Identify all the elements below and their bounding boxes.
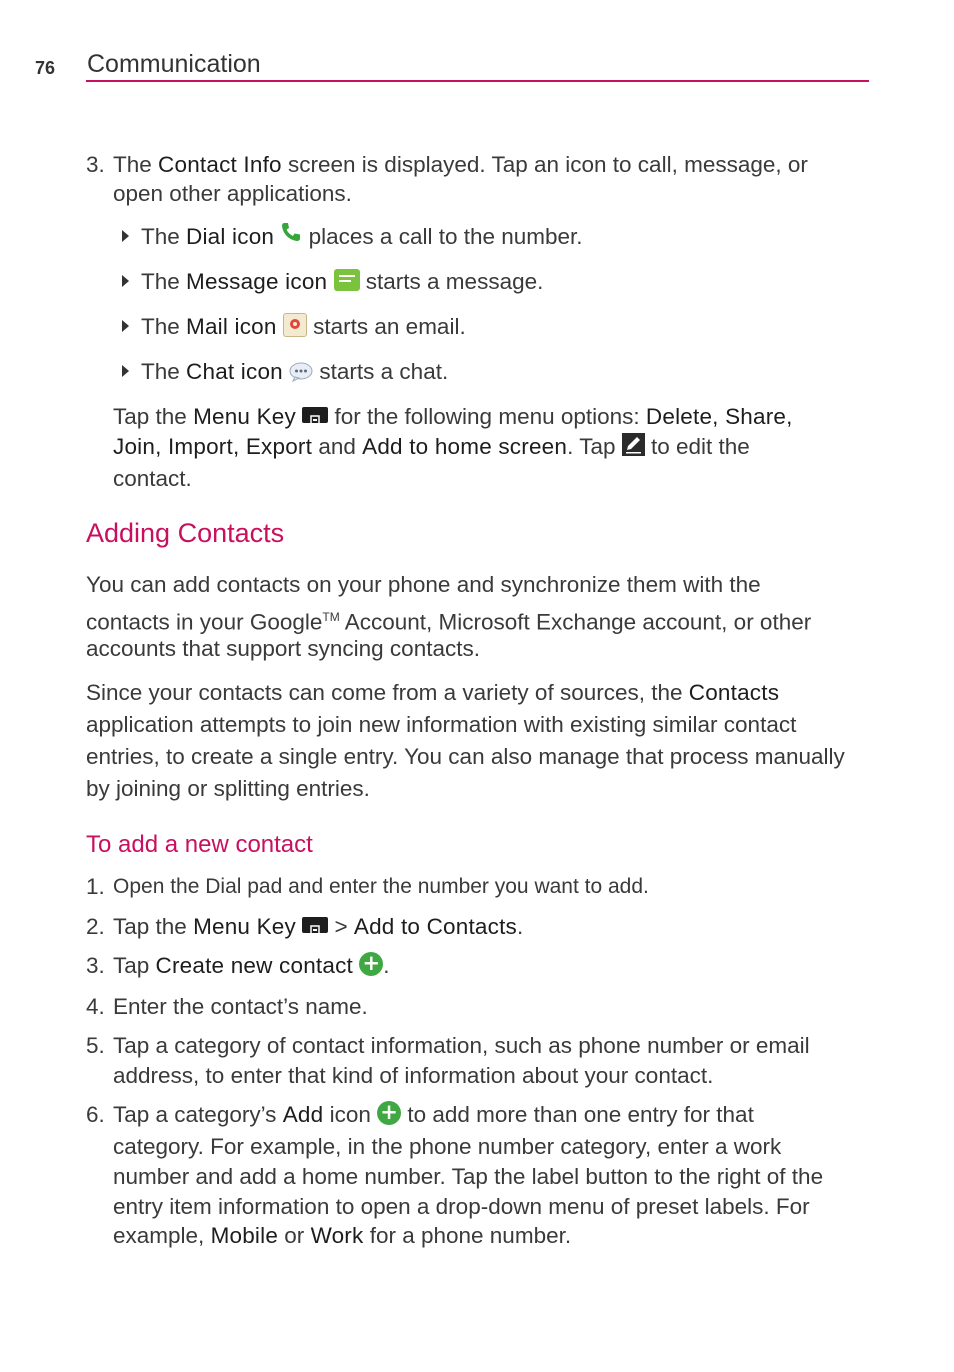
bullet-arrow-icon	[122, 275, 129, 287]
adding-p1-line-3: accounts that support syncing contacts.	[86, 636, 480, 661]
new-step-5-line-1: Tap a category of contact information, such as phone number or email	[113, 1033, 810, 1058]
edit-pencil-icon	[622, 433, 645, 456]
new-step-6-line-5: example, Mobile or Work for a phone number.	[113, 1223, 572, 1248]
new-step-4-number: 4.	[86, 994, 105, 1019]
new-step-6-line-2: category. For example, in the phone number category, enter a work	[113, 1134, 782, 1159]
add-plus-icon: +	[377, 1101, 401, 1125]
section-title: Communication	[87, 50, 261, 78]
step-3-number: 3.	[86, 152, 105, 177]
bullet-arrow-icon	[122, 230, 129, 242]
new-step-6-line-3: number and add a home number. Tap the label button to the right of the	[113, 1164, 824, 1189]
phone-icon	[280, 221, 302, 243]
menu-key-icon	[302, 917, 328, 933]
new-step-3-number: 3.	[86, 953, 105, 978]
add-plus-icon: +	[359, 952, 383, 976]
new-step-4-text: Enter the contact’s name.	[113, 994, 368, 1019]
new-step-6-line-1: Tap a category’s Add icon + to add more than one entry for that	[113, 1100, 754, 1127]
message-icon	[334, 269, 360, 291]
new-step-1-text: Open the Dial pad and enter the number you want to add.	[113, 875, 649, 898]
new-step-6-number: 6.	[86, 1102, 105, 1127]
adding-p2-line-3: entries, to create a single entry. You can also manage that process manually	[86, 744, 845, 769]
new-step-5-number: 5.	[86, 1033, 105, 1058]
bullet-arrow-icon	[122, 320, 129, 332]
adding-p1-line-1: You can add contacts on your phone and synchronize them with the	[86, 572, 761, 597]
step-3-line-2: open other applications.	[113, 181, 352, 206]
new-step-5-line-2: address, to enter that kind of information about your contact.	[113, 1063, 714, 1088]
adding-p2-line-4: by joining or splitting entries.	[86, 776, 370, 801]
page-number: 76	[35, 58, 56, 78]
bullet-arrow-icon	[122, 365, 129, 377]
chat-icon	[289, 360, 313, 380]
mail-icon	[283, 313, 307, 337]
new-contact-heading: To add a new contact	[86, 831, 313, 858]
new-step-2-text: Tap the Menu Key > Add to Contacts.	[113, 914, 524, 939]
bullet-mail-icon: The Mail icon starts an email.	[122, 312, 466, 342]
bullet-chat-icon: The Chat icon starts a chat.	[122, 357, 448, 387]
step-3-line-1: The Contact Info screen is displayed. Tap an icon to call, message, or	[113, 152, 808, 177]
bullet-dial-icon: The Dial icon places a call to the number.	[122, 222, 583, 252]
adding-p1-line-2: contacts in your Google™ Account, Microsoft Exchange account, or other	[86, 609, 812, 635]
new-step-2-number: 2.	[86, 914, 105, 939]
menu-key-icon	[302, 407, 328, 423]
new-step-1-number: 1.	[86, 874, 105, 899]
adding-contacts-heading: Adding Contacts	[86, 518, 285, 548]
adding-p2-line-1: Since your contacts can come from a variety of sources, the Contacts	[86, 680, 780, 705]
menu-paragraph-line-2: Join, Import, Export and Add to home screen. Tap to edit the	[113, 434, 750, 459]
menu-paragraph-line-1: Tap the Menu Key for the following menu options: Delete, Share,	[113, 404, 793, 429]
new-step-6-line-4: entry item information to open a drop-down menu of preset labels. For	[113, 1194, 810, 1219]
new-step-3-text: Tap Create new contact + .	[113, 951, 390, 978]
bullet-message-icon: The Message icon starts a message.	[122, 267, 543, 297]
adding-p2-line-2: application attempts to join new information with existing similar contact	[86, 712, 797, 737]
header-rule	[86, 80, 869, 82]
menu-paragraph-line-3: contact.	[113, 466, 192, 491]
trademark-mark: TM	[322, 610, 340, 624]
